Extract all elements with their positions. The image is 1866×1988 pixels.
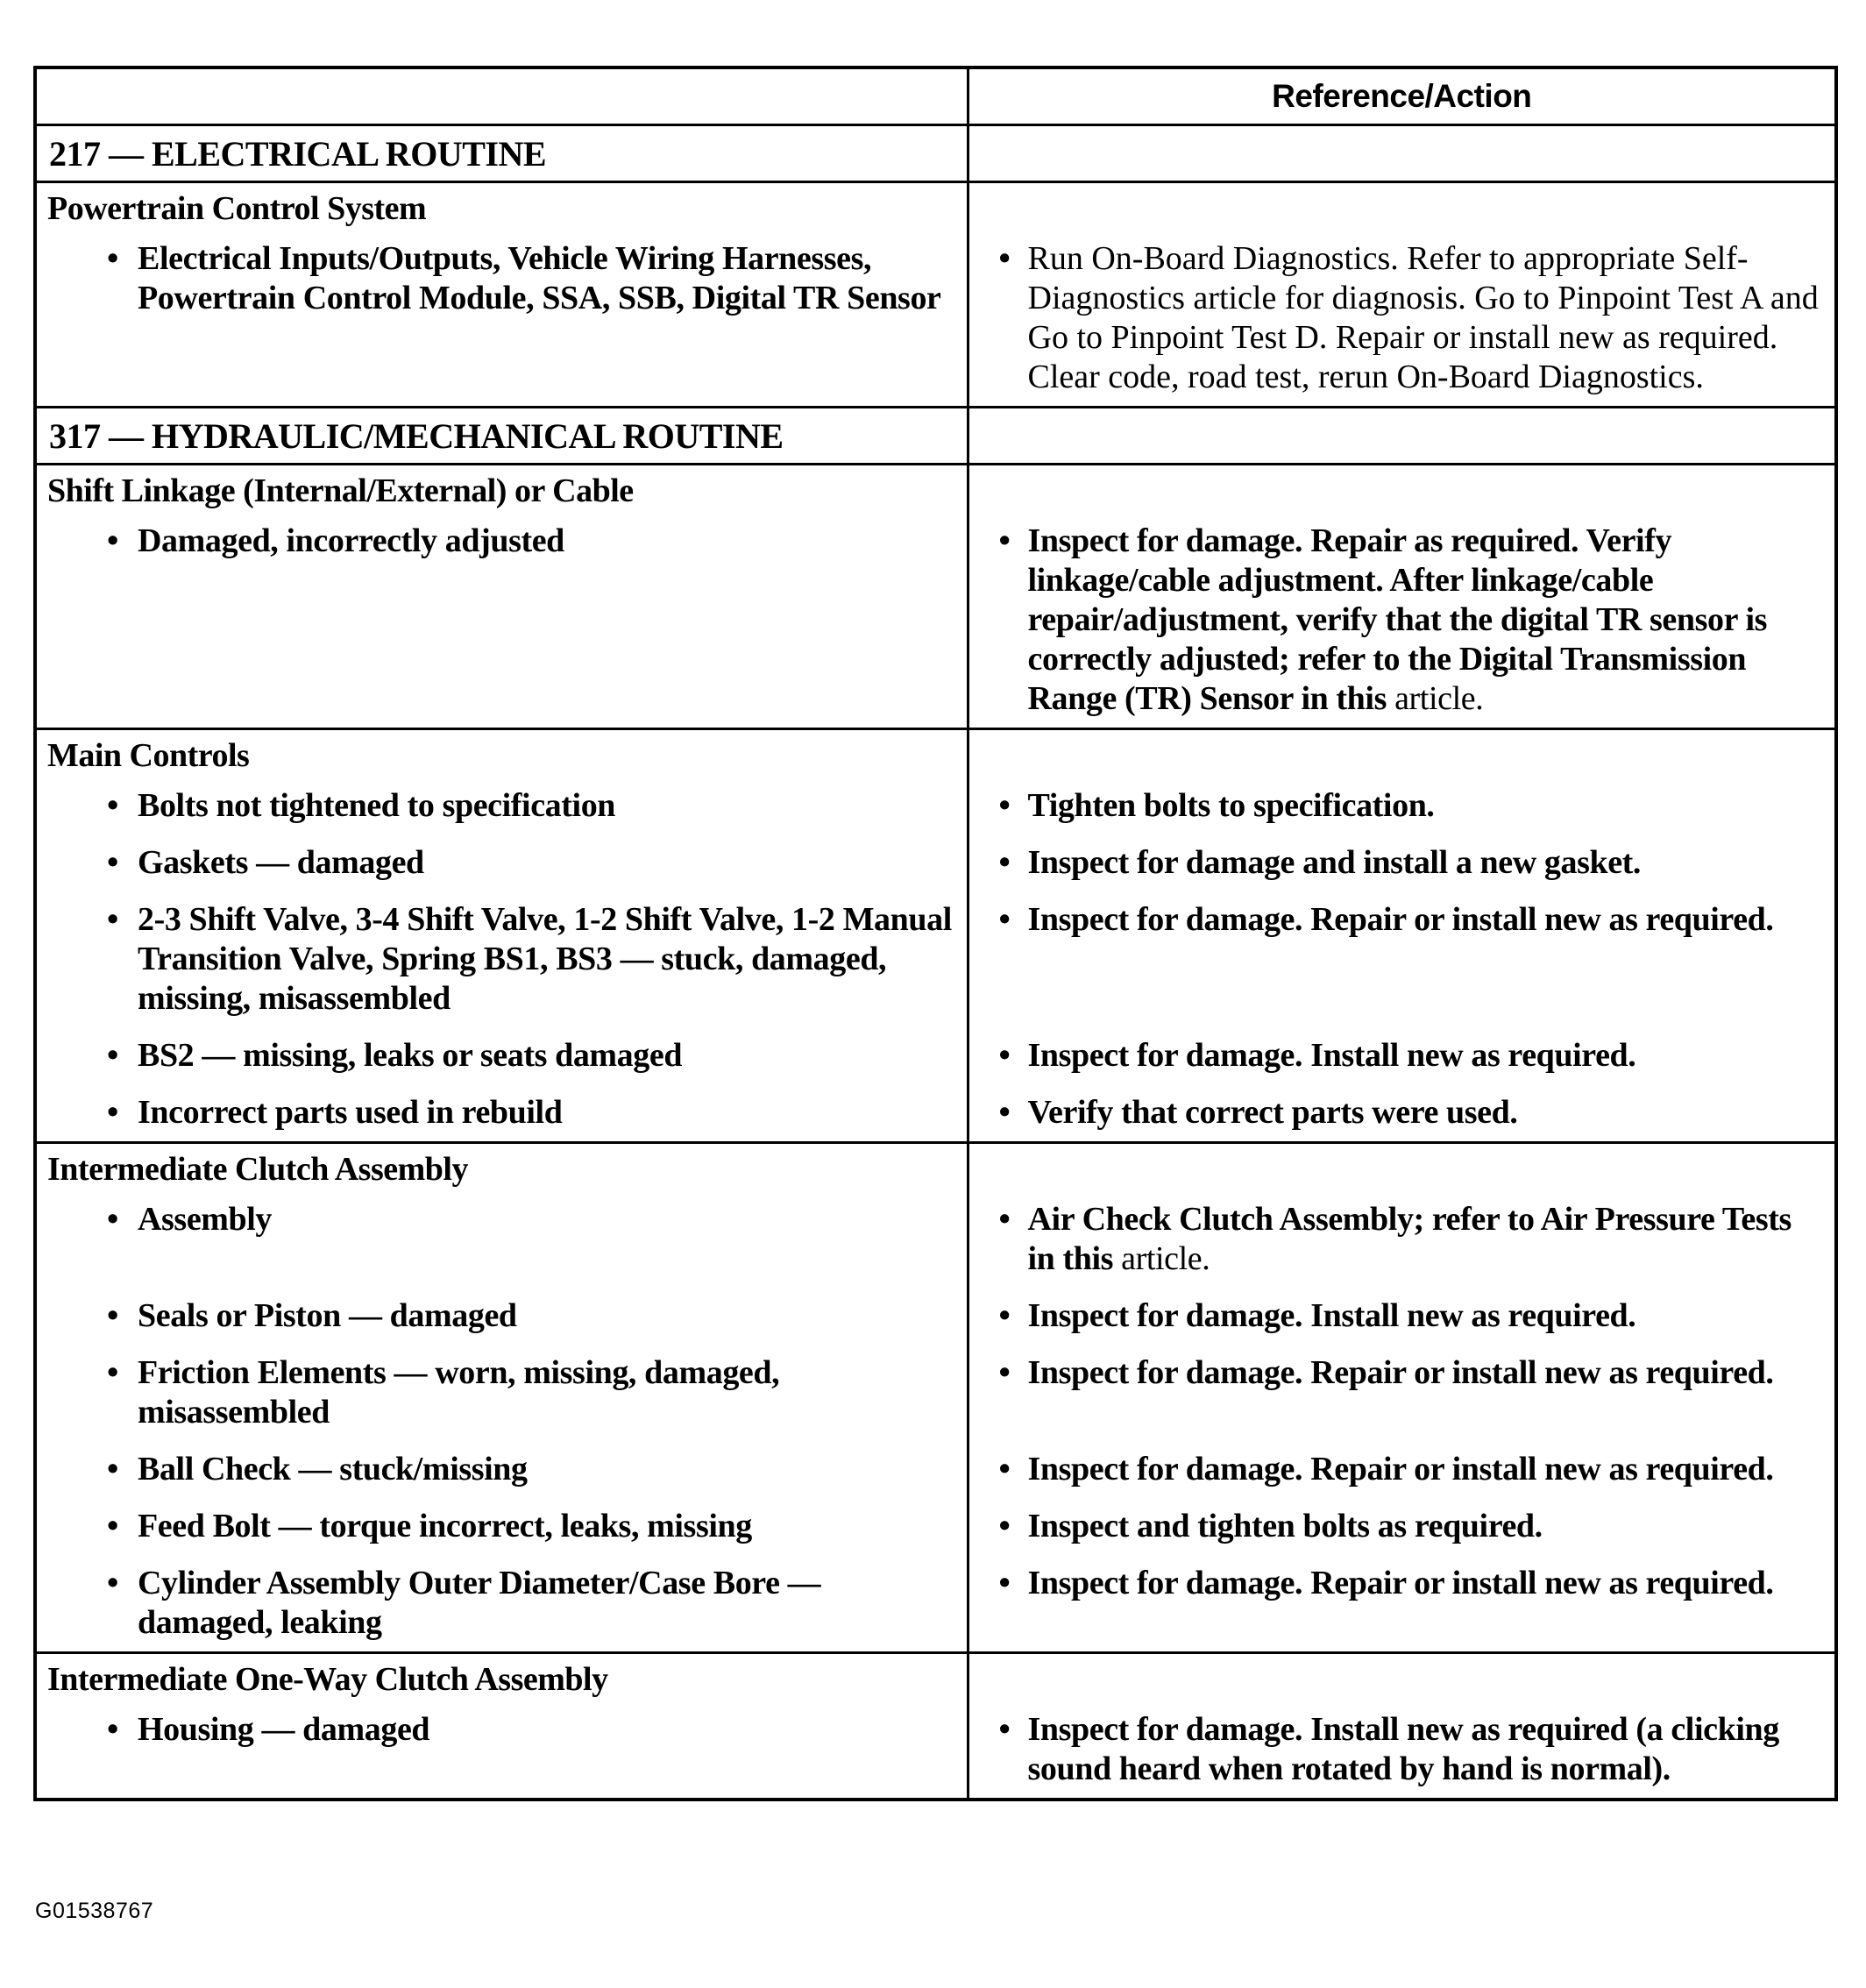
bullet-icon: •: [998, 522, 1011, 559]
bullet-icon: •: [107, 1711, 118, 1748]
action-item: • Inspect for damage. Install new as required.: [998, 1297, 1636, 1334]
cause-item: • Assembly: [107, 1201, 273, 1238]
routine-title: 217 — ELECTRICAL ROUTINE: [35, 125, 968, 182]
group-row: [35, 1143, 1836, 1653]
group-row: [35, 729, 1836, 1143]
bullet-icon: •: [107, 1354, 118, 1391]
table-header-row: [35, 67, 1836, 125]
group-action-cell: [968, 182, 1836, 408]
bullet-icon: •: [998, 1451, 1011, 1487]
cause-item: • Cylinder Assembly Outer Diameter/Case Bore — damaged, leaking: [107, 1565, 821, 1641]
action-item: • Inspect for damage. Repair as required. Verify linkage/cable adjustment. After linkage/cable repair/adjustment, verify that the digital TR sensor is correctly adjusted; refer to the Digital Transmission Range (TR) Sensor in this article.: [998, 522, 1768, 717]
action-item: • Inspect for damage. Repair or install new as required.: [998, 901, 1774, 938]
action-item: • Inspect for damage. Repair or install new as required.: [998, 1354, 1774, 1391]
cause-item: • Bolts not tightened to specification: [107, 787, 616, 824]
bullet-icon: •: [998, 240, 1011, 277]
bullet-icon: •: [107, 1297, 118, 1334]
cause-item: • Damaged, incorrectly adjusted: [107, 522, 564, 559]
bullet-icon: •: [998, 1037, 1011, 1074]
group-cause-cell: [35, 1653, 968, 1800]
group-cause-cell: [35, 729, 968, 1143]
cause-item: • Ball Check — stuck/missing: [107, 1451, 528, 1487]
bullet-icon: •: [998, 1297, 1011, 1334]
bullet-icon: •: [998, 901, 1011, 938]
group-action-cell: [968, 1653, 1836, 1800]
routine-title: 317 — HYDRAULIC/MECHANICAL ROUTINE: [35, 408, 968, 465]
header-cause-cell: [35, 67, 968, 125]
header-reference-action: Reference/Action: [968, 67, 1836, 125]
bullet-icon: •: [998, 1354, 1011, 1391]
bullet-icon: •: [998, 1565, 1011, 1601]
cause-item: • Gaskets — damaged: [107, 844, 424, 881]
action-item: • Inspect for damage and install a new gasket.: [998, 844, 1642, 881]
bullet-icon: •: [998, 1711, 1011, 1748]
bullet-icon: •: [998, 787, 1011, 824]
cause-item: • Housing — damaged: [107, 1711, 430, 1748]
bullet-icon: •: [107, 1451, 118, 1487]
action-item: • Inspect and tighten bolts as required.: [998, 1508, 1543, 1544]
group-row: [35, 465, 1836, 729]
action-item: • Inspect for damage. Install new as required (a clicking sound heard when rotated by hand is normal).: [998, 1711, 1779, 1787]
action-item: • Tighten bolts to specification.: [998, 787, 1435, 824]
diagnosis-table: [33, 66, 1838, 1801]
group-row: [35, 1653, 1836, 1800]
action-item: • Inspect for damage. Install new as required.: [998, 1037, 1636, 1074]
figure-id: G01538767: [35, 1899, 154, 1923]
cause-item: • Seals or Piston — damaged: [107, 1297, 517, 1334]
bullet-icon: •: [107, 240, 118, 277]
bullet-icon: •: [107, 901, 118, 938]
bullet-icon: •: [107, 787, 118, 824]
bullet-icon: •: [107, 522, 118, 559]
bullet-icon: •: [107, 1201, 118, 1238]
bullet-icon: •: [998, 1508, 1011, 1544]
bullet-icon: •: [998, 1094, 1011, 1131]
action-item: • Inspect for damage. Repair or install new as required.: [998, 1565, 1774, 1601]
group-cause-cell: [35, 465, 968, 729]
cause-item: • Incorrect parts used in rebuild: [107, 1094, 563, 1131]
group-cause-cell: [35, 1143, 968, 1653]
bullet-icon: •: [107, 1565, 118, 1601]
routine-action-empty: [968, 408, 1836, 465]
cause-item: • BS2 — missing, leaks or seats damaged: [107, 1037, 683, 1074]
routine-row: [35, 125, 1836, 182]
group-cause-cell: [35, 182, 968, 408]
group-action-cell: [968, 465, 1836, 729]
bullet-icon: •: [107, 844, 118, 881]
group-action-cell: [968, 1143, 1836, 1653]
bullet-icon: •: [998, 844, 1011, 881]
group-title: Powertrain Control System: [47, 190, 427, 227]
cause-item: • Electrical Inputs/Outputs, Vehicle Wiring Harnesses, Powertrain Control Module, SSA, SSB, Digital TR Sensor: [107, 240, 941, 316]
group-action-cell: [968, 729, 1836, 1143]
bullet-icon: •: [107, 1094, 118, 1131]
action-item: • Inspect for damage. Repair or install new as required.: [998, 1451, 1774, 1487]
bullet-icon: •: [998, 1201, 1011, 1238]
action-item: • Run On-Board Diagnostics. Refer to appropriate Self-Diagnostics article for diagnosis. Go to Pinpoint Test A and Go to Pinpoint Test D. Repair or install new as required. Clear code, road test, rerun On-Board Diagnostics.: [998, 240, 1819, 395]
group-title: Shift Linkage (Internal/External) or Cable: [47, 472, 634, 509]
group-title: Main Controls: [47, 737, 250, 774]
action-item: • Verify that correct parts were used.: [998, 1094, 1518, 1131]
routine-action-empty: [968, 125, 1836, 182]
bullet-icon: •: [107, 1037, 118, 1074]
cause-item: • 2-3 Shift Valve, 3-4 Shift Valve, 1-2 Shift Valve, 1-2 Manual Transition Valve, Spring BS1, BS3 — stuck, damaged, missing, misassembled: [107, 901, 952, 1017]
routine-row: [35, 408, 1836, 465]
group-title: Intermediate Clutch Assembly: [47, 1151, 468, 1188]
cause-item: • Friction Elements — worn, missing, damaged, misassembled: [107, 1354, 780, 1431]
group-row: [35, 182, 1836, 408]
cause-item: • Feed Bolt — torque incorrect, leaks, missing: [107, 1508, 752, 1544]
action-item: • Air Check Clutch Assembly; refer to Air Pressure Tests in this article.: [998, 1201, 1792, 1277]
group-title: Intermediate One-Way Clutch Assembly: [47, 1661, 608, 1698]
bullet-icon: •: [107, 1508, 118, 1544]
